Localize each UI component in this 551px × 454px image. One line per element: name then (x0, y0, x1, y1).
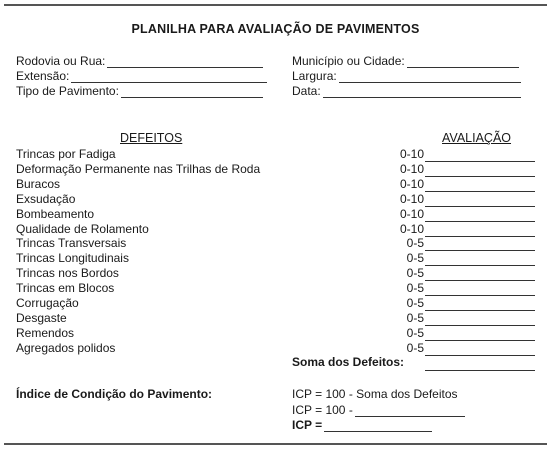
defect-score-input-line[interactable] (425, 294, 535, 296)
municipio-field[interactable] (292, 54, 519, 68)
icp-formula: ICP = 100 - Soma dos Defeitos (292, 387, 458, 401)
tipo-label: Tipo de Pavimento: (16, 84, 119, 98)
defect-score-input-line[interactable] (425, 220, 535, 222)
sum-input-line[interactable] (425, 369, 535, 371)
defect-name: Remendos (16, 325, 75, 340)
defect-name: Desgaste (16, 310, 67, 325)
avaliacao-header: AVALIAÇÃO (442, 131, 512, 145)
defect-score-range: 0-5 (406, 296, 424, 310)
defeitos-header: DEFEITOS (120, 131, 183, 145)
defect-score-range: 0-10 (399, 147, 424, 161)
defect-score-input-line[interactable] (425, 354, 535, 356)
largura-label: Largura: (292, 69, 337, 83)
defect-name: Qualidade de Rolamento (16, 221, 149, 236)
icp-result-field[interactable] (292, 418, 432, 432)
defect-name: Corrugação (16, 296, 79, 310)
largura-input-line[interactable] (339, 71, 521, 83)
largura-field[interactable] (292, 69, 521, 83)
defect-score-range: 0-5 (406, 266, 424, 281)
defect-score-range: 0-10 (399, 221, 424, 236)
tipo-field[interactable] (16, 84, 263, 98)
rodovia-field[interactable] (16, 54, 263, 68)
defect-score-range: 0-5 (406, 340, 424, 355)
icp-label: Índice de Condição do Pavimento: (16, 387, 213, 401)
defect-name: Bombeamento (16, 206, 95, 221)
defect-score-input-line[interactable] (425, 264, 535, 266)
defect-score-input-line[interactable] (425, 235, 535, 237)
defect-score-input-line[interactable] (425, 339, 535, 341)
defect-score-input-line[interactable] (425, 324, 535, 326)
icp-result-input-line[interactable] (324, 420, 432, 432)
data-field[interactable] (292, 84, 521, 98)
icp-calc-field[interactable] (292, 403, 465, 417)
icp-calc-input-line[interactable] (355, 405, 465, 417)
icp-result-label: ICP = (292, 418, 323, 432)
defect-name: Trincas Transversais (16, 236, 127, 251)
defect-name: Trincas Longitudinais (16, 251, 129, 266)
defect-score-input-line[interactable] (425, 190, 535, 192)
defect-name: Exsudação (16, 191, 76, 206)
defect-score-input-line[interactable] (425, 279, 535, 281)
top-border (4, 4, 547, 6)
rodovia-input-line[interactable] (107, 56, 263, 68)
municipio-label: Município ou Cidade: (292, 54, 405, 68)
defect-score-input-line[interactable] (425, 309, 535, 311)
defect-score-input-line[interactable] (425, 160, 535, 162)
municipio-input-line[interactable] (407, 56, 519, 68)
defect-name: Deformação Permanente nas Trilhas de Roda (16, 161, 261, 176)
extensao-input-line[interactable] (71, 71, 267, 83)
defect-score-range: 0-5 (406, 251, 424, 266)
defect-score-range: 0-10 (399, 161, 424, 176)
defect-name: Agregados polidos (16, 340, 116, 355)
defect-score-range: 0-5 (406, 236, 424, 251)
data-input-line[interactable] (323, 86, 521, 98)
defect-score-input-line[interactable] (425, 205, 535, 207)
rodovia-label: Rodovia ou Rua: (16, 54, 106, 68)
defect-score-range: 0-5 (406, 310, 424, 325)
extensao-label: Extensão: (16, 69, 70, 83)
defect-score-input-line[interactable] (425, 175, 535, 177)
bottom-border (4, 443, 547, 445)
sum-label: Soma dos Defeitos: (292, 355, 405, 369)
defect-score-range: 0-5 (406, 325, 424, 340)
data-label: Data: (292, 84, 321, 98)
defect-score-range: 0-10 (399, 191, 424, 206)
defect-score-range: 0-10 (399, 206, 424, 221)
icp-calc-label: ICP = 100 - (292, 403, 353, 417)
defect-name: Buracos (16, 176, 61, 191)
defect-name: Trincas por Fadiga (16, 147, 116, 161)
defect-score-range: 0-5 (406, 281, 424, 296)
tipo-input-line[interactable] (121, 86, 263, 98)
defect-score-input-line[interactable] (425, 249, 535, 251)
defect-name: Trincas em Blocos (16, 281, 115, 296)
defect-score-range: 0-10 (399, 176, 424, 191)
extensao-field[interactable] (16, 69, 267, 83)
defect-name: Trincas nos Bordos (16, 266, 119, 281)
page-title: PLANILHA PARA AVALIAÇÃO DE PAVIMENTOS (131, 22, 420, 36)
